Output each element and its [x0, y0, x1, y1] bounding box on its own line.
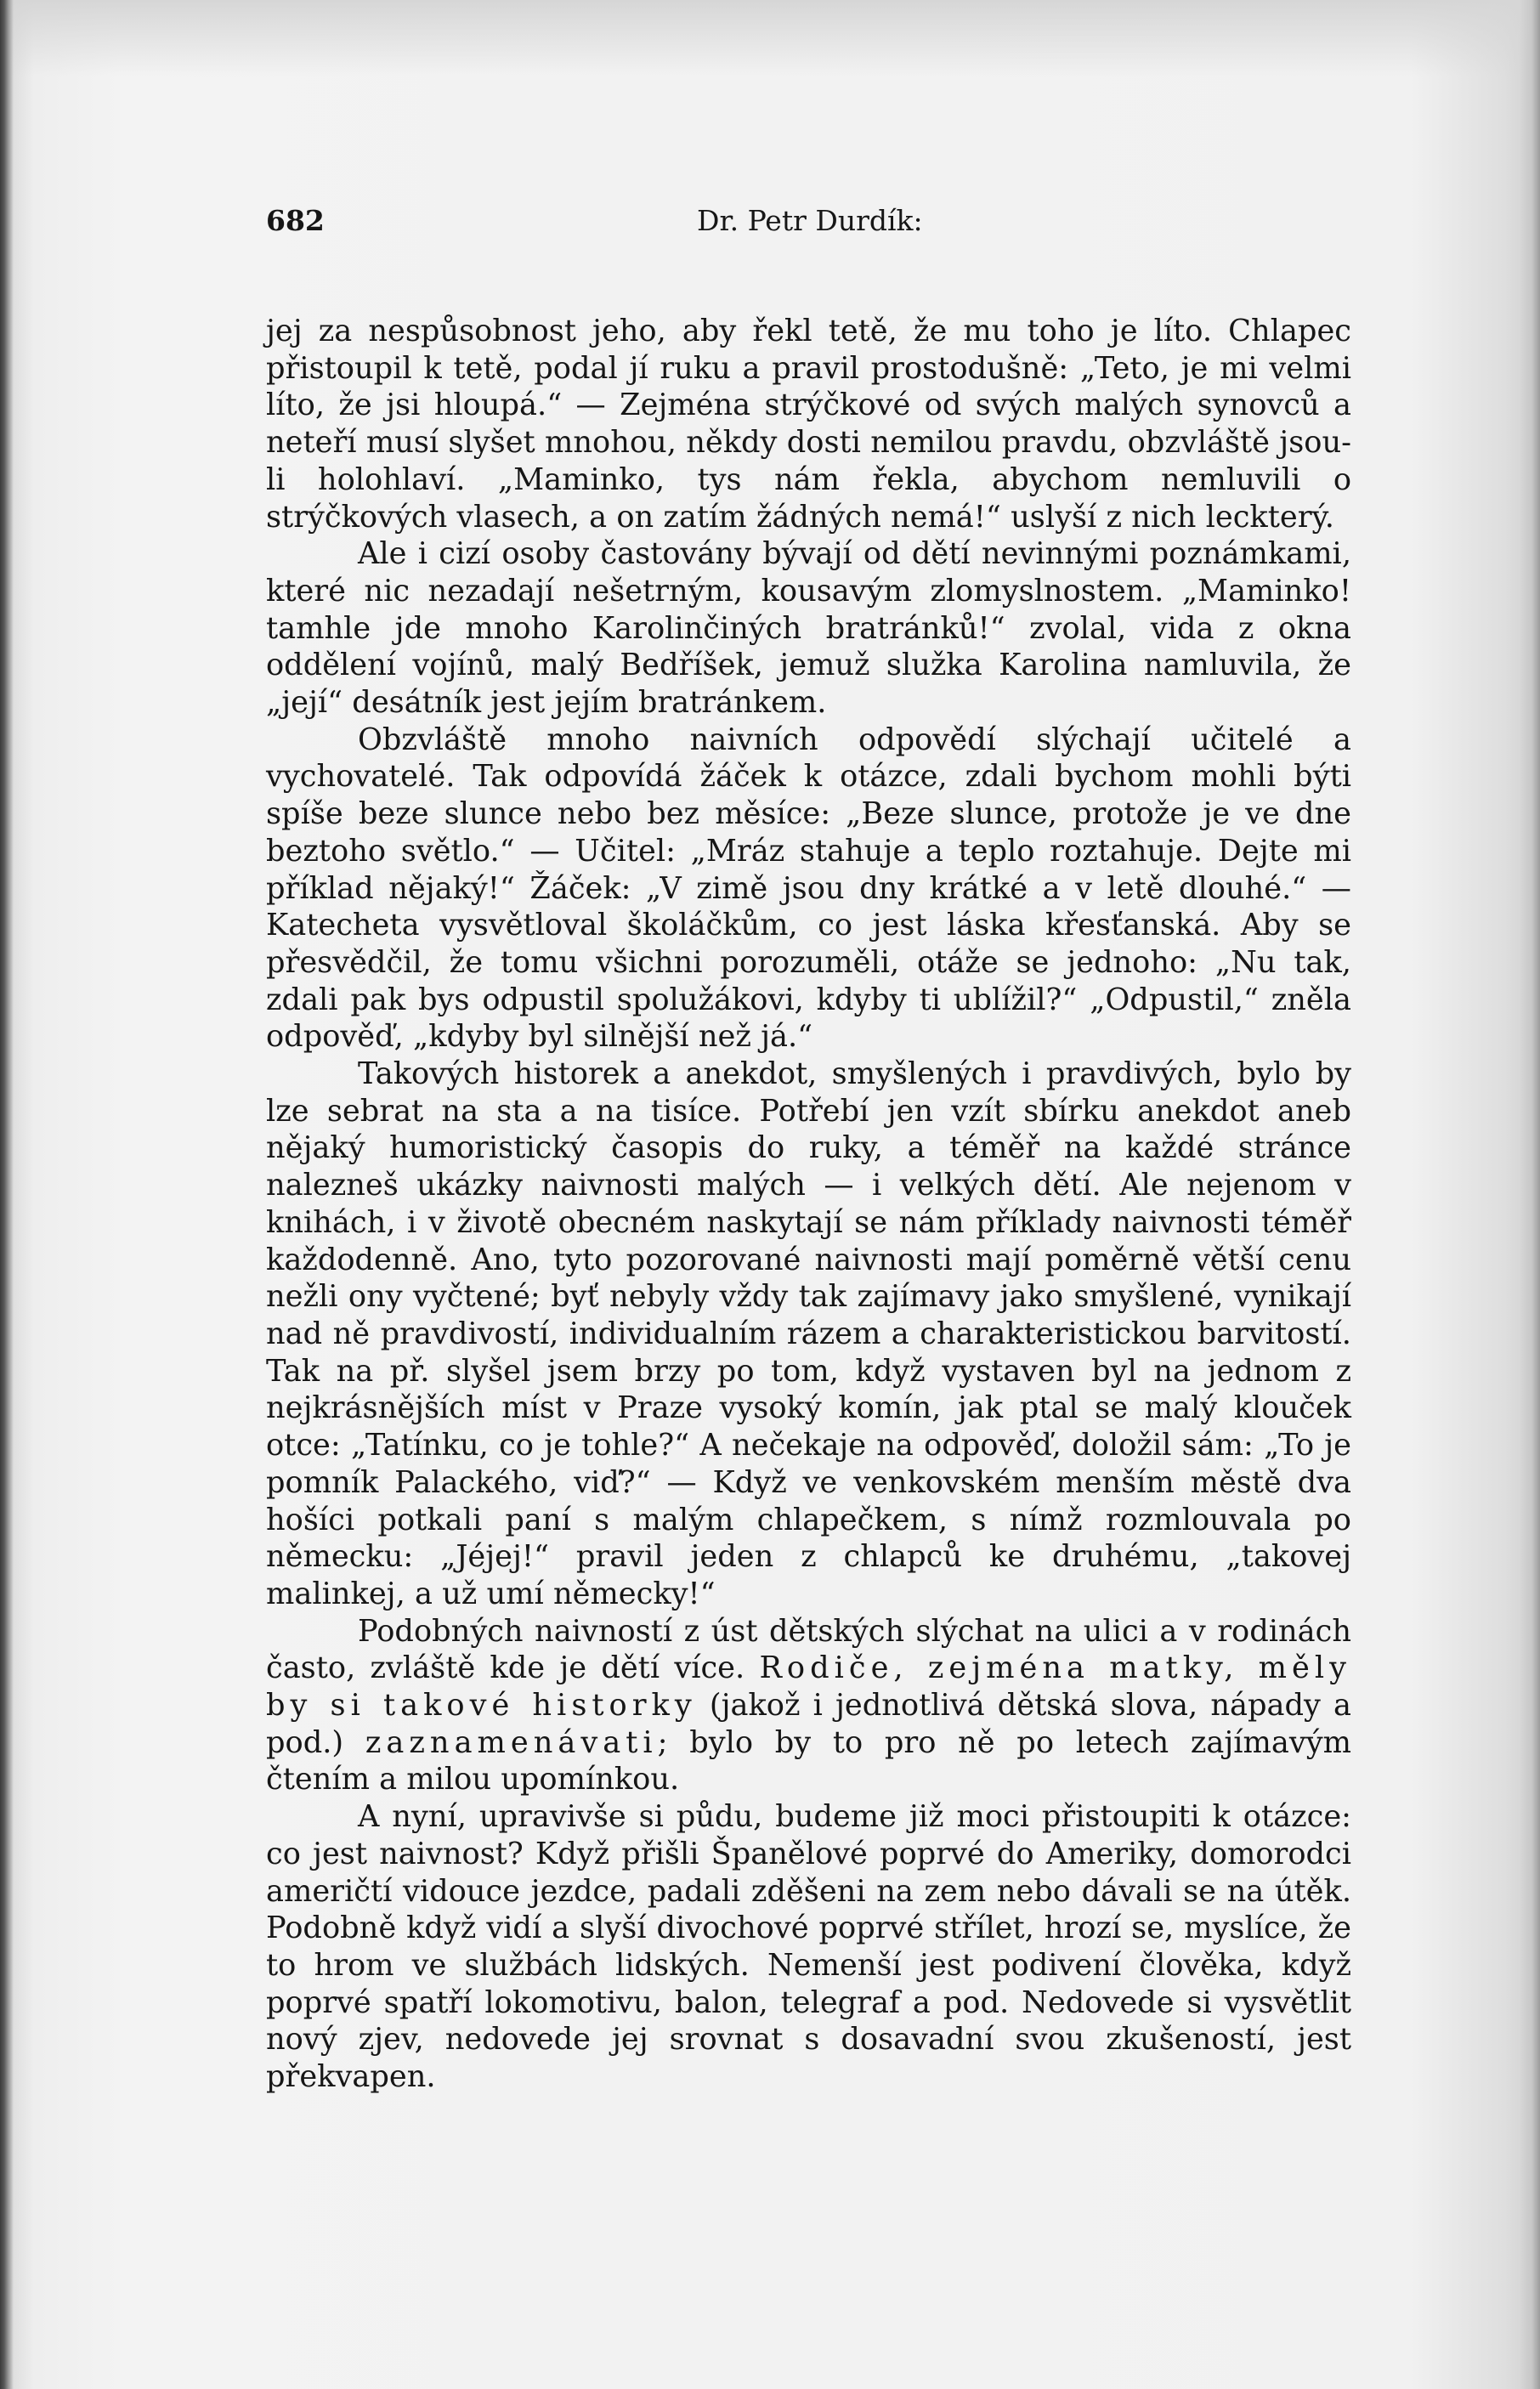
page-top-shadow [0, 0, 1540, 76]
paragraph-text: Ale i cizí osoby častovány bývají od dětí nevinnými poznámkami, které nic nezadají nešetrným, kousavým zlomyslnostem. „Maminko! tamhle jde mnoho Karolinčiných bratránků!“ zvolal, vida z okna oddělení vojínů, malý Bedříšek, jemuž služka Karolina namluvila, že „její“ desátník jest jejím bratránkem. [266, 536, 1351, 721]
page-number: 682 [266, 204, 325, 237]
paragraph-text: jej za nespůsobnost jeho, aby řekl tetě, že mu toho je líto. Chlapec přistoupil k tetě, podal jí ruku a pravil prostodušně: „Teto, je mi velmi líto, že jsi hloupá.“ — Zejména strýčkové od svých malých synovců a neteří musí slyšet mnohou, někdy dosti nemilou pravdu, obzvláště jsou-li holohlaví. „Maminko, tys nám řekla, abychom nemluvili o strýčkových vlasech, a on zatím žádných nemá!“ uslyší z nich leckterý. [266, 314, 1351, 535]
running-head [266, 197, 1351, 248]
page-right-edge [1520, 0, 1540, 2389]
paragraph-text: A nyní, upravivše si půdu, budeme již moci přistoupiti k otázce: co jest naivnost? Když přišli Španělové poprvé do Ameriky, domorodci američtí vidouce jezdce, padali zděšeni na zem nebo dávali se na útěk. Podobně když vidí a slyší divochové poprvé střílet, hrozí se, myslíce, že to hrom ve službách lidských. Nemenší jest podivení člověka, když poprvé spatří lokomotivu, balon, telegraf a pod. Nedovede si vysvětlit nový zjev, nedovede jej srovnat s dosavadní svou zkušeností, jest překvapen. [266, 1799, 1351, 2095]
paragraph [266, 1056, 1351, 1613]
paragraph [266, 1613, 1351, 1799]
body-text [266, 313, 1351, 2096]
paragraph [266, 313, 1351, 535]
paragraph [266, 1798, 1351, 2096]
paragraph [266, 722, 1351, 1056]
paragraph-text: ; bylo by to pro ně po letech zajímavým čtením a milou upomínkou. [266, 1724, 1351, 1797]
paragraph-text: Obzvláště mnoho naivních odpovědí slýchají učitelé a vychovatelé. Tak odpovídá žáček k otázce, zdali bychom mohli býti spíše beze slunce nebo bez měsíce: „Beze slunce, protože je ve dne beztoho světlo.“ — Učitel: „Mráz stahuje a teplo roztahuje. Dejte mi příklad nějaký!“ Žáček: „V zimě jsou dny krátké a v letě dlouhé.“ — Katecheta vysvětloval školáčkům, co jest láska křesťanská. Aby se přesvědčil, že tomu všichni porozuměli, otáže se jednoho: „Nu tak, zdali pak bys odpustil spolužákovi, kdyby ti ublížil?“ „Odpustil,“ zněla odpověď, „kdyby byl silnější než já.“ [266, 722, 1351, 1055]
paragraph-text: (jakož i jednotlivá dětská slova, nápady a pod.) [266, 1688, 1351, 1760]
book-page [266, 197, 1351, 2096]
paragraph [266, 535, 1351, 722]
running-title: Dr. Petr Durdík: [697, 204, 923, 237]
page-left-edge [0, 0, 14, 2389]
spaced-emphasis-text: zaznamenávati [365, 1724, 658, 1760]
paragraph-text: Podobných naivností z úst dětských slýchat na ulici a v rodinách často, zvláště kde je dětí více. [266, 1613, 1351, 1686]
paragraph-text: Takových historek a anekdot, smyšlených i pravdivých, bylo by lze sebrat na sta a na tisíce. Potřebí jen vzít sbírku anekdot aneb nějaký humoristický časopis do ruky, a téměř na každé stránce nalezneš ukázky naivnosti malých — i velkých dětí. Ale nejenom v knihách, i v životě obecném naskytají se nám příklady naivnosti téměř každodenně. Ano, tyto pozorované naivnosti mají poměrně větší cenu nežli ony vyčtené; byť nebyly vždy tak zajímavy jako smyšlené, vynikají nad ně pravdivostí, individualním rázem a charakteristickou barvitostí. Tak na př. slyšel jsem brzy po tom, když vystaven byl na jednom z nejkrásnějších míst v Praze vysoký komín, jak ptal se malý klouček otce: „Tatínku, co je tohle?“ A nečekaje na odpověď, doložil sám: „To je pomník Palackého, viď?“ — Když ve venkovském menším městě dva hošíci potkali paní s malým chlapečkem, s nímž rozmlouvala po německu: „Jéjej!“ pravil jeden z chlapců ke druhému, „takovej malinkej, a už umí německy!“ [266, 1056, 1351, 1611]
spaced-emphasis-text: Rodiče, zejména matky, měly by si takové historky [266, 1650, 1351, 1724]
